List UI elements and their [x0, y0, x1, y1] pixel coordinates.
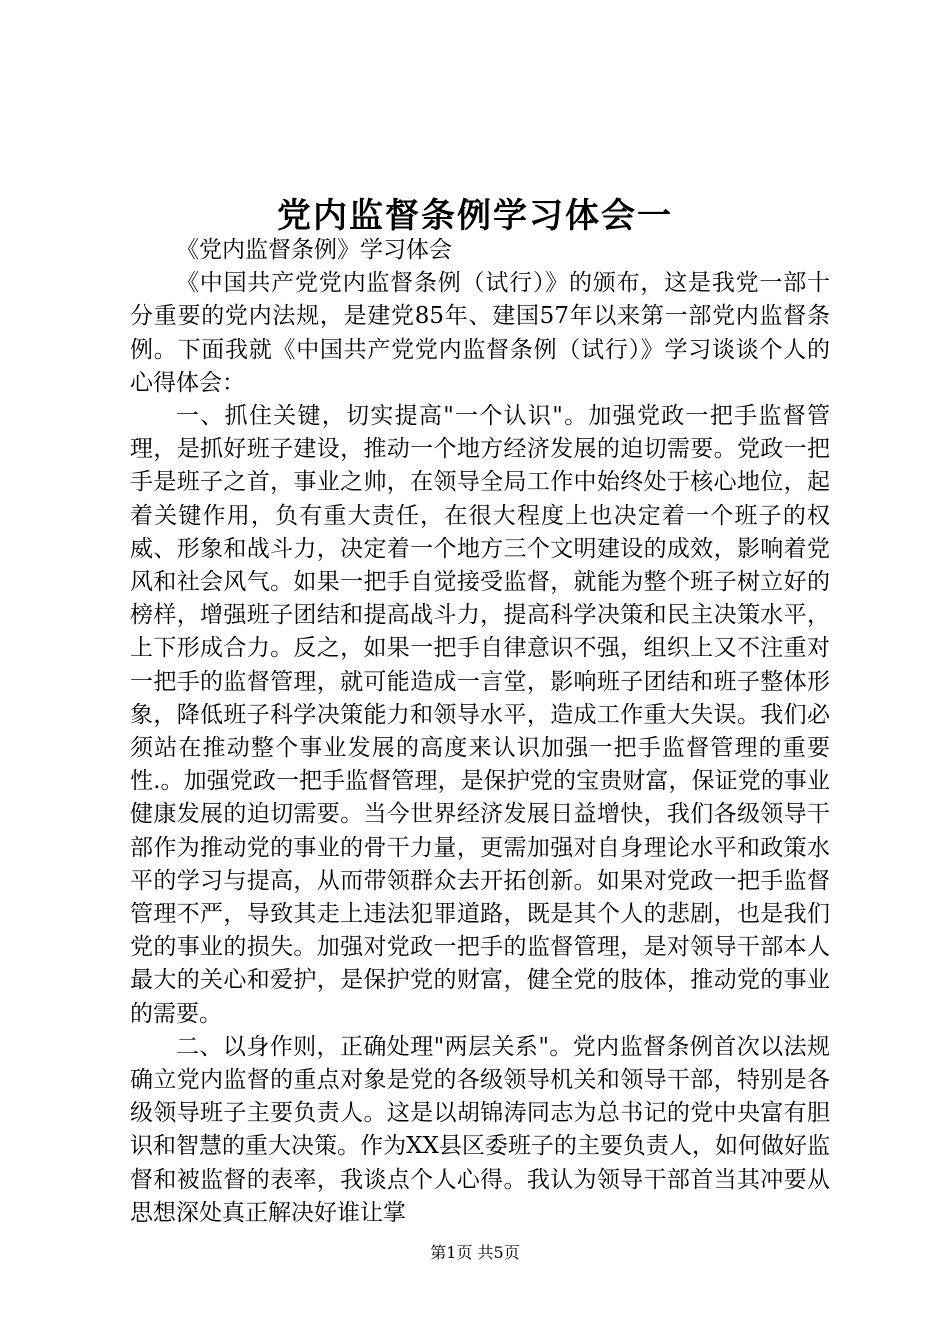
paragraph-subtitle: 《党内监督条例》学习体会 — [176, 237, 452, 263]
paragraph-section-two: 二、以身作则，正确处理"两层关系"。党内监督条例首次以法规确立党内监督的重点对象是党的各级领导机关和领导干部，特别是各级领导班子主要负责人。这是以胡锦涛同志为总书记的党中央富有胆识和智慧的重大决策。作为XX县区委班子的主要负责人，如何做好监督和被监督的表率，我谈点个人心得。我认为领导干部首当其冲要从思想深处真正解决好谁让掌 — [130, 1033, 830, 1226]
document-body — [130, 234, 830, 1230]
document-title: 党内监督条例学习体会一 — [277, 196, 673, 236]
page-footer: 第1页 共5页 — [430, 1243, 520, 1262]
paragraph-section-one: 一、抓住关键，切实提高"一个认识"。加强党政一把手监督管理，是抓好班子建设，推动一个地方经济发展的迫切需要。党政一把手是班子之首，事业之帅，在领导全局工作中始终处于核心地位，起着关键作用，负有重大责任，在很大程度上也决定着一个班子的权威、形象和战斗力，决定着一个地方三个文明建设的成效，影响着党风和社会风气。如果一把手自觉接受监督，就能为整个班子树立好的榜样，增强班子团结和提高战斗力，提高科学决策和民主决策水平，上下形成合力。反之，如果一把手自律意识不强，组织上又不注重对一把手的监督管理，就可能造成一言堂，影响班子团结和班子整体形象，降低班子科学决策能力和领导水平，造成工作重大失误。我们必须站在推动整个事业发展的高度来认识加强一把手监督管理的重要性.。加强党政一把手监督管理，是保护党的宝贵财富，保证党的事业健康发展的迫切需要。当今世界经济发展日益增快，我们各级领导干部作为推动党的事业的骨干力量，更需加强对自身理论水平和政策水平的学习与提高，从而带领群众去开拓创新。如果对党政一把手监督管理不严，导致其走上违法犯罪道路，既是其个人的悲剧，也是我们党的事业的损失。加强对党政一把手的监督管理，是对领导干部本人最大的关心和爱护，是保护党的财富，健全党的肢体，推动党的事业的需要。 — [130, 403, 830, 1027]
paragraph-intro: 《中国共产党党内监督条例（试行）》的颁布，这是我党一部十分重要的党内法规，是建党85年、建国57年以来第一部党内监督条例。下面我就《中国共产党党内监督条例（试行）》学习谈谈个人的心得体会： — [130, 270, 830, 396]
